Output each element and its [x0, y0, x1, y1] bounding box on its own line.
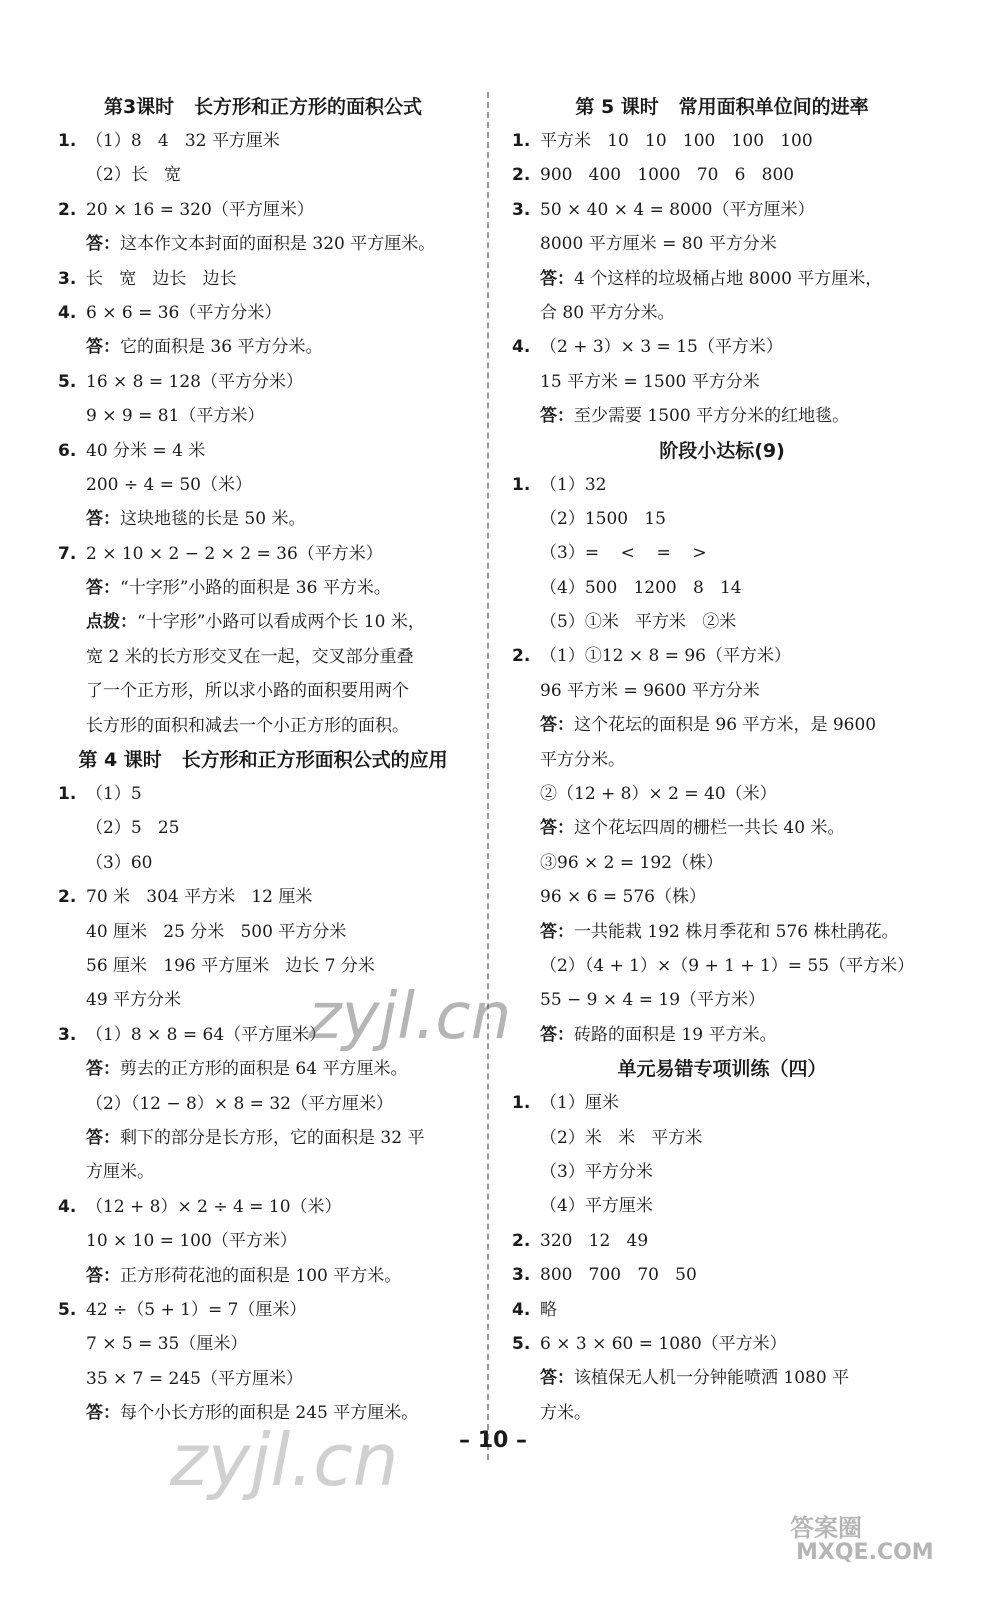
answer-label: 答：: [86, 1265, 120, 1286]
answer-line: 答：这个花坛四周的栅栏一共长 40 米。: [540, 818, 845, 839]
answer-line: 答：这块地毯的长是 50 米。: [86, 509, 306, 530]
answer-line: 15 平方米 = 1500 平方分米: [540, 371, 760, 392]
answer-line: 答：至少需要 1500 平方分米的红地毯。: [540, 406, 850, 427]
item-number: 3.: [58, 268, 77, 289]
answer-line: （3）= < = >: [540, 543, 707, 564]
item-number: 2.: [512, 1230, 531, 1251]
answer-line: （3）60: [86, 852, 153, 873]
section-heading: 阶段小达标(9): [659, 439, 785, 462]
answer-line: 9 × 9 = 81（平方米）: [86, 406, 265, 427]
answer-line: 1. 平方米 10 10 100 100 100: [512, 124, 932, 158]
answer-line: 5. 6 × 3 × 60 = 1080（平方米）: [512, 1327, 932, 1361]
item-number: 1.: [512, 1093, 531, 1114]
item-number: 2.: [512, 646, 531, 667]
answer-line: 答：“十字形”小路的面积是 36 平方米。: [86, 578, 391, 599]
answer-label: 答：: [86, 578, 120, 599]
answer-line: ②（12 + 8）× 2 = 40（米）: [540, 784, 777, 805]
answer-line: 5. 16 × 8 = 128（平方分米）: [58, 365, 468, 399]
item-number: 3.: [512, 199, 531, 220]
item-number: 4.: [58, 1196, 77, 1217]
answer-line: 答：剪去的正方形的面积是 64 平方厘米。: [86, 1059, 408, 1080]
answer-line: 2. 20 × 16 = 320（平方厘米）: [58, 193, 468, 227]
answer-line: 答：这个花坛的面积是 96 平方米，是 9600: [540, 715, 877, 736]
answer-line: 6. 40 分米 = 4 米: [58, 434, 468, 468]
hint-line: 长方形的面积和减去一个小正方形的面积。: [86, 715, 409, 736]
answer-label: 答：: [86, 1127, 120, 1148]
answer-line: 3. （1）8 × 8 = 64（平方厘米）: [58, 1018, 468, 1052]
answer-line: 2. 70 米 304 平方米 12 厘米: [58, 880, 468, 914]
answer-line: 答：它的面积是 36 平方分米。: [86, 337, 323, 358]
answer-label: 答：: [540, 406, 574, 427]
answer-line: 答：该植保无人机一分钟能喷洒 1080 平: [540, 1368, 850, 1389]
answer-line: 答：每个小长方形的面积是 245 平方厘米。: [86, 1403, 419, 1424]
answer-line: 40 厘米 25 分米 500 平方分米: [86, 921, 347, 942]
answer-line: 2. 900 400 1000 70 6 800: [512, 158, 932, 192]
answer-line: ③96 × 2 = 192（株）: [540, 852, 723, 873]
section-heading: 第3课时 长方形和正方形的面积公式: [103, 96, 423, 118]
item-number: 4.: [58, 302, 77, 323]
hint-line: 宽 2 米的长方形交叉在一起，交叉部分重叠: [86, 646, 414, 667]
answer-line: （3）平方分米: [540, 1161, 653, 1182]
item-number: 4.: [512, 337, 531, 358]
section-heading: 第 4 课时 长方形和正方形面积公式的应用: [78, 749, 448, 772]
answer-line: 1. （1）5: [58, 777, 468, 811]
section-heading: 单元易错专项训练（四）: [617, 1058, 827, 1081]
item-number: 7.: [58, 543, 77, 564]
item-number: 1.: [58, 131, 77, 151]
item-number: 6.: [58, 440, 77, 461]
answer-line: 35 × 7 = 245（平方厘米）: [86, 1368, 303, 1389]
answer-label: 答：: [86, 337, 120, 358]
answer-label: 答：: [86, 509, 120, 530]
answer-label: 答：: [86, 1059, 120, 1080]
item-number: 5.: [58, 371, 77, 392]
item-number: 1.: [58, 784, 77, 805]
answer-line: （4）500 1200 8 14: [540, 577, 742, 598]
item-number: 1.: [512, 474, 531, 495]
answer-line: 2. 320 12 49: [512, 1224, 932, 1258]
answer-line: 10 × 10 = 100（平方米）: [86, 1231, 297, 1252]
answer-line: （2）（12 − 8）× 8 = 32（平方厘米）: [86, 1093, 393, 1114]
answer-line: 8000 平方厘米 = 80 平方分米: [540, 234, 777, 255]
answer-line: 4. （12 + 8）× 2 ÷ 4 = 10（米）: [58, 1190, 468, 1224]
answer-line: 方米。: [540, 1402, 591, 1423]
answer-line: （2）（4 + 1）×（9 + 1 + 1）= 55（平方米）: [540, 955, 915, 976]
answer-label: 答：: [86, 234, 120, 255]
answer-line: 55 − 9 × 4 = 19（平方米）: [540, 990, 766, 1011]
answer-line: 1. （1）厘米: [512, 1086, 932, 1120]
answer-line: 5. 42 ÷（5 + 1）= 7（厘米）: [58, 1293, 468, 1327]
answer-line: 答：砖路的面积是 19 平方米。: [540, 1024, 777, 1045]
item-number: 5.: [512, 1333, 531, 1354]
hint-line: 了一个正方形，所以求小路的面积要用两个: [86, 681, 409, 702]
answer-line: 2. （1）①12 × 8 = 96（平方米）: [512, 639, 932, 673]
section-heading: 第 5 课时 常用面积单位间的进率: [575, 96, 869, 118]
hint-line: 点拨：“十字形”小路可以看成两个长 10 米，: [86, 612, 425, 633]
answer-label: 答：: [540, 818, 574, 839]
answer-line: 3. 800 700 70 50: [512, 1258, 932, 1292]
answer-line: 200 ÷ 4 = 50（米）: [86, 474, 252, 495]
answer-line: 答：这本作文本封面的面积是 320 平方厘米。: [86, 234, 436, 255]
answer-line: 答：一共能栽 192 株月季花和 576 株杜鹃花。: [540, 921, 899, 942]
item-number: 2.: [58, 887, 77, 908]
watermark: zyjl.cn: [170, 1418, 399, 1502]
right-column: [512, 90, 932, 1430]
item-number: 3.: [512, 1265, 531, 1286]
item-number: 2.: [512, 165, 531, 186]
left-column: [58, 90, 468, 1430]
hint-label: 点拨：: [86, 612, 137, 633]
answer-line: 7 × 5 = 35（厘米）: [86, 1334, 248, 1355]
item-number: 4.: [512, 1299, 531, 1320]
item-number: 2.: [58, 199, 77, 220]
answer-line: 平方分米。: [540, 749, 625, 770]
answer-line: （4）平方厘米: [540, 1196, 653, 1217]
watermark-url: MXQE.COM: [796, 1540, 934, 1565]
page-number: – 10 –: [459, 1428, 527, 1453]
answer-line: 56 厘米 196 平方厘米 边长 7 分米: [86, 955, 375, 976]
watermark: zyjl.cn: [308, 980, 512, 1054]
answer-line: （2）长 宽: [86, 165, 182, 186]
answer-line: 4. 略: [512, 1293, 932, 1327]
answer-line: （5）①米 平方米 ②米: [540, 612, 737, 633]
item-number: 3.: [58, 1024, 77, 1045]
item-number: 1.: [512, 131, 531, 151]
answer-line: 3. 长 宽 边长 边长: [58, 262, 468, 296]
answer-line: 1. （1）8 4 32 平方厘米: [58, 124, 468, 158]
answer-line: 3. 50 × 40 × 4 = 8000（平方厘米）: [512, 193, 932, 227]
answer-line: 方厘米。: [86, 1162, 154, 1183]
watermark-logo: 答案圈: [790, 1514, 862, 1542]
answer-line: 49 平方分米: [86, 990, 182, 1011]
answer-label: 答：: [86, 1403, 120, 1424]
answer-label: 答：: [540, 921, 574, 942]
answer-line: 合 80 平方分米。: [540, 302, 675, 323]
answer-line: 答：剩下的部分是长方形，它的面积是 32 平: [86, 1127, 425, 1148]
answer-line: 1. （1）32: [512, 468, 932, 502]
answer-label: 答：: [540, 1024, 574, 1045]
answer-line: 7. 2 × 10 × 2 − 2 × 2 = 36（平方米）: [58, 537, 468, 571]
answer-line: 4. （2 + 3）× 3 = 15（平方米）: [512, 330, 932, 364]
answer-line: 4. 6 × 6 = 36（平方分米）: [58, 296, 468, 330]
answer-label: 答：: [540, 1368, 574, 1389]
answer-line: （2）5 25: [86, 818, 180, 839]
answer-line: （2）米 米 平方米: [540, 1127, 703, 1148]
answer-line: （2）1500 15: [540, 508, 666, 529]
answer-line: 96 × 6 = 576（株）: [540, 887, 706, 908]
column-divider: [487, 92, 489, 1460]
answer-line: 答：正方形荷花池的面积是 100 平方米。: [86, 1265, 402, 1286]
answer-label: 答：: [540, 715, 574, 736]
answer-line: 96 平方米 = 9600 平方分米: [540, 680, 760, 701]
answer-line: 答：4 个这样的垃圾桶占地 8000 平方厘米，: [540, 268, 883, 289]
answer-label: 答：: [540, 268, 574, 289]
item-number: 5.: [58, 1299, 77, 1320]
